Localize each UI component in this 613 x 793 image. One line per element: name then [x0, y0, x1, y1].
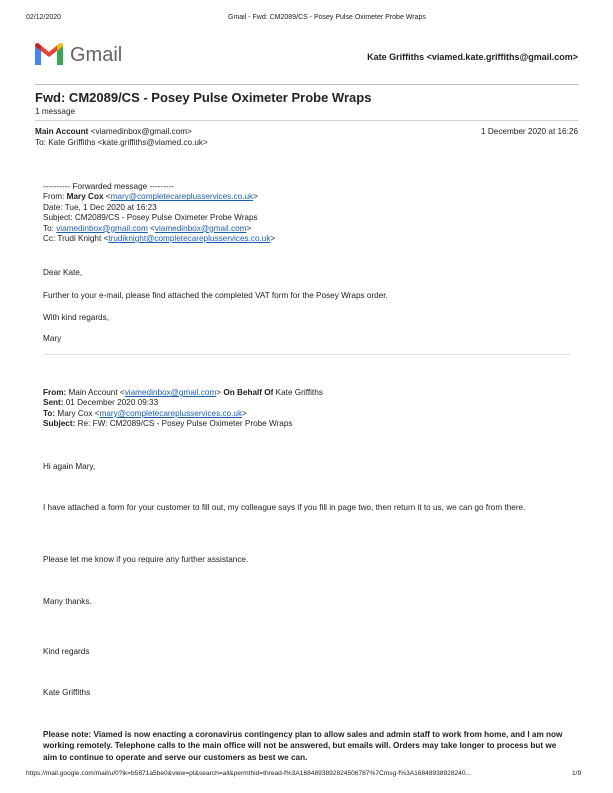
- quoted-sent-label: Sent:: [43, 398, 64, 408]
- forwarded-to-email2-link[interactable]: viamedinbox@gmail.com: [154, 223, 247, 233]
- account-label: Kate Griffiths <viamed.kate.griffiths@gmail.com>: [367, 52, 578, 62]
- forwarded-to-email-link[interactable]: viamedinbox@gmail.com: [56, 223, 148, 233]
- reply1-body: Further to your e-mail, please find attached the completed VAT form for the Posey Wraps order.: [43, 291, 388, 300]
- quoted-header: [43, 388, 323, 430]
- forwarded-date: Date: Tue, 1 Dec 2020 at 16:23: [43, 202, 157, 212]
- reply1-greeting: Dear Kate,: [43, 268, 83, 277]
- forwarded-cc-label: Cc: Trudi Knight <: [43, 234, 109, 244]
- forwarded-from-gt: >: [253, 192, 258, 202]
- print-date: 02/12/2020: [26, 14, 62, 21]
- quoted-from: [43, 388, 323, 398]
- quoted-behalf-label: On Behalf Of: [223, 388, 274, 397]
- forwarded-from-label: From:: [43, 192, 67, 202]
- forwarded-to-mid: <: [147, 223, 155, 233]
- quoted-from-text: Main Account <: [66, 388, 125, 397]
- forwarded-cc: [43, 234, 275, 244]
- quoted-to-text: Mary Cox <: [55, 408, 100, 418]
- reply2-thanks: Many thanks.: [43, 597, 92, 606]
- quoted-subject: [43, 419, 323, 429]
- print-footer-page: 1/9: [572, 770, 582, 777]
- coronavirus-notice: Please note: Viamed is now enacting a coronavirus contingency plan to allow sales and admin staff to work from home, and I am now working remotely. Telephone calls to the main office will not be answered, but emails will. Orders may take longer to process but we aim to continue to operate and serve our customers as best we can.: [43, 730, 563, 762]
- quoted-behalf-text: Kate Griffiths: [273, 388, 323, 397]
- reply2-body2: Please let me know if you require any further assistance.: [43, 555, 249, 564]
- quoted-from-gt: >: [216, 388, 224, 397]
- message-date: 1 December 2020 at 16:26: [481, 127, 578, 136]
- reply2-body1: I have attached a form for your customer to fill out, my colleague says if you fill in page two, then return it to us, we can go from there.: [43, 503, 526, 512]
- quoted-to: [43, 409, 323, 419]
- quote-divider: [43, 354, 570, 355]
- print-doc-title: Gmail - Fwd: CM2089/CS - Posey Pulse Oximeter Probe Wraps: [228, 14, 426, 21]
- message-to: To: Kate Griffiths <kate.griffiths@viamed.co.uk>: [35, 138, 208, 147]
- message-count: 1 message: [35, 107, 76, 116]
- print-footer-url: https://mail.google.com/mail/u/0?ik=b5871a5be0&view=pt&search=all&permthid=thread-f%3A1684893892824506787%7Cmsg-f%3A16848938928240...: [26, 770, 472, 777]
- quoted-subject-label: Subject:: [43, 419, 76, 429]
- subject-divider: [35, 120, 578, 121]
- reply1-signature: Mary: [43, 334, 62, 343]
- forwarded-subject: Subject: CM2089/CS - Posey Pulse Oximeter Probe Wraps: [43, 213, 258, 223]
- forwarded-to: [43, 224, 275, 234]
- forwarded-to-gt: >: [246, 223, 252, 233]
- quoted-to-email-link[interactable]: mary@completecareplusservices.co.uk: [99, 408, 243, 418]
- header-divider: [35, 84, 578, 85]
- quoted-from-email-link[interactable]: viamedinbox@gmail.com: [124, 388, 217, 397]
- forwarded-separator: ---------- Forwarded message ---------: [43, 182, 174, 191]
- forwarded-cc-gt: >: [270, 234, 276, 244]
- message-from: [35, 127, 192, 137]
- quoted-sent-text: 01 December 2020 09:33: [63, 398, 159, 408]
- quoted-sent: [43, 398, 323, 408]
- forwarded-from-email-link[interactable]: mary@completecareplusservices.co.uk: [110, 192, 254, 202]
- reply2-name: Kate Griffiths: [43, 688, 91, 697]
- forwarded-from-lt: <: [103, 192, 111, 202]
- forwarded-to-label: To:: [43, 223, 57, 233]
- quoted-to-gt: >: [242, 408, 247, 418]
- message-from-name: Main Account: [35, 127, 89, 136]
- quoted-from-label: From:: [43, 388, 67, 397]
- quoted-subject-text: Re: FW: CM2089/CS - Posey Pulse Oximeter Probe Wraps: [75, 419, 293, 429]
- forwarded-from-name: Mary Cox: [66, 192, 104, 202]
- reply1-closing: With kind regards,: [43, 313, 109, 322]
- forwarded-cc-email-link[interactable]: trudiknight@completecareplusservices.co.uk: [108, 234, 271, 244]
- forwarded-block: [43, 182, 275, 244]
- thread-subject: Fwd: CM2089/CS - Posey Pulse Oximeter Probe Wraps: [35, 90, 372, 105]
- gmail-logo-icon: [35, 43, 63, 65]
- reply2-regards: Kind regards: [43, 647, 90, 656]
- quoted-to-label: To:: [43, 408, 56, 418]
- reply2-greeting: Hi again Mary,: [43, 462, 96, 471]
- forwarded-from: [43, 192, 275, 202]
- message-from-email: <viamedinbox@gmail.com>: [90, 127, 192, 136]
- gmail-logo-text: Gmail: [70, 44, 123, 66]
